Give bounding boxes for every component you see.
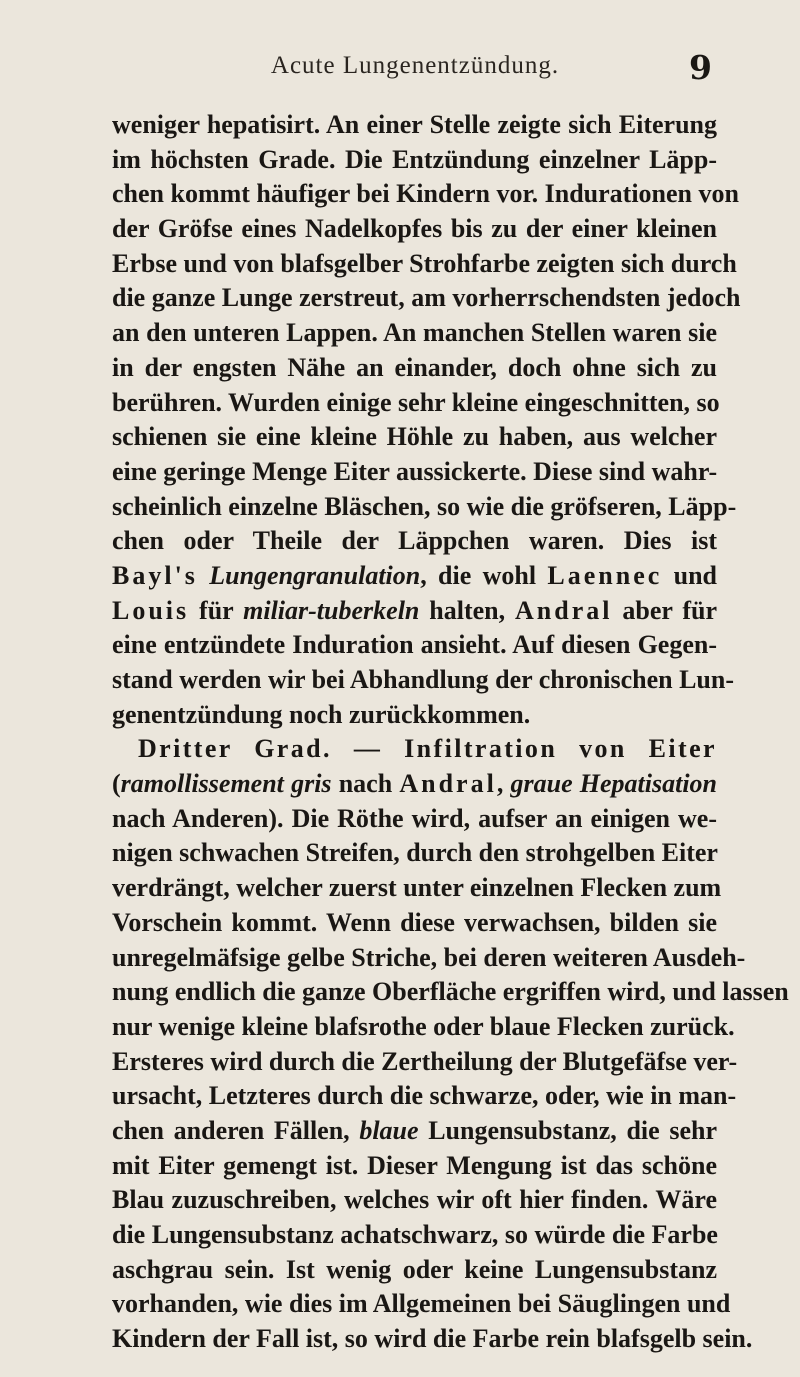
running-head xyxy=(110,48,720,92)
text-line xyxy=(112,455,717,490)
spaced-name: Andral xyxy=(515,595,613,625)
text-line xyxy=(112,1010,735,1045)
text-line xyxy=(112,767,717,802)
italic-term: Lungengranulation xyxy=(209,560,421,590)
text-line xyxy=(112,177,739,212)
text-line xyxy=(112,247,737,282)
text-run: nur wenige kleine blafsrothe oder blaue Flecken zurück. xyxy=(112,1011,735,1041)
text-run: im höchsten Grade. Die Entzündung einzelner Läpp- xyxy=(112,144,717,174)
text-line xyxy=(112,143,717,178)
text-run: für xyxy=(189,595,244,625)
text-line xyxy=(112,108,717,143)
text-line xyxy=(112,1287,731,1322)
text-line xyxy=(112,1079,737,1114)
text-run: nung endlich die ganze Oberfläche ergriffen wird, und lassen xyxy=(112,977,789,1007)
text-run: Lungensubstanz, die sehr xyxy=(418,1115,717,1145)
page-number: 9 xyxy=(689,48,712,87)
text-line xyxy=(112,836,717,871)
text-run: und xyxy=(662,560,718,590)
italic-term: graue Hepatisation xyxy=(510,769,718,799)
text-run: an den unteren Lappen. An manchen Stellen waren sie xyxy=(112,318,717,348)
text-run: eine entzündete Induration ansieht. Auf diesen Gegen- xyxy=(112,630,717,660)
running-title: Acute Lungenentzündung. xyxy=(270,52,560,79)
text-run: der Gröfse eines Nadelkopfes bis zu der einer kleinen xyxy=(112,214,717,244)
text-line xyxy=(112,1183,717,1218)
text-run xyxy=(198,561,209,590)
text-line xyxy=(112,628,717,663)
text-run: unregelmäfsige gelbe Striche, bei deren weiteren Ausdeh- xyxy=(112,942,746,972)
text-run: in der engsten Nähe an einander, doch ohne sich zu xyxy=(112,352,717,382)
text-line xyxy=(112,802,717,837)
text-line xyxy=(112,698,717,733)
text-run: stand werden wir bei Abhandlung der chronischen Lun- xyxy=(112,665,734,694)
text-run: Ersteres wird durch die Zertheilung der Blutgefäfse ver- xyxy=(112,1046,738,1076)
text-run: die Lungensubstanz achatschwarz, so würde die Farbe xyxy=(112,1220,718,1249)
text-line xyxy=(112,941,746,976)
text-run: die ganze Lunge zerstreut, am vorherrschendsten jedoch xyxy=(112,283,741,313)
text-line xyxy=(112,663,734,698)
text-line xyxy=(112,559,717,594)
text-line xyxy=(112,594,717,629)
spaced-name: Laennec xyxy=(547,560,663,590)
text-run: nigen schwachen Streifen, durch den strohgelben Eiter xyxy=(112,838,718,868)
text-run: vorhanden, wie dies im Allgemeinen bei Säuglingen und xyxy=(112,1289,731,1319)
text-line xyxy=(112,351,717,386)
text-run: ( xyxy=(112,769,121,799)
text-line xyxy=(112,906,717,941)
text-line xyxy=(112,524,717,559)
text-run: scheinlich einzelne Bläschen, so wie die gröfseren, Läpp- xyxy=(112,491,737,521)
text-run: Blau zuzuschreiben, welches wir oft hier finden. Wäre xyxy=(112,1185,717,1215)
text-run: aschgrau sein. Ist wenig oder keine Lungensubstanz xyxy=(112,1254,717,1284)
text-run: schienen sie eine kleine Höhle zu haben, aus welcher xyxy=(112,422,717,452)
text-line xyxy=(112,975,789,1010)
italic-term: miliar-tuberkeln xyxy=(243,595,420,625)
text-line xyxy=(112,1253,717,1288)
text-line xyxy=(112,490,737,525)
text-run: chen anderen Fällen, xyxy=(112,1115,360,1145)
italic-term: blaue xyxy=(359,1115,419,1145)
text-run: berühren. Wurden einige sehr kleine eingeschnitten, so xyxy=(112,387,720,417)
spaced-name: Bayl's xyxy=(112,560,198,590)
text-run: Kindern der Fall ist, so wird die Farbe rein blafsgelb sein. xyxy=(112,1324,753,1354)
text-line xyxy=(112,281,741,316)
text-run: halten, xyxy=(419,595,516,625)
text-run: , die wohl xyxy=(420,560,548,590)
text-run: Erbse und von blafsgelber Strohfarbe zeigten sich durch xyxy=(112,248,737,278)
spaced-name: Louis xyxy=(112,595,190,625)
text-line xyxy=(112,1218,717,1253)
text-line xyxy=(112,420,717,455)
spaced-name: Andral xyxy=(399,769,497,799)
text-line xyxy=(112,1114,717,1149)
text-line xyxy=(112,212,717,247)
text-run: chen kommt häufiger bei Kindern vor. Indurationen von xyxy=(112,179,739,209)
text-line xyxy=(112,386,720,421)
text-run: nach xyxy=(331,769,400,799)
body-text xyxy=(112,108,789,1357)
text-line xyxy=(112,871,722,906)
text-run: Dritter Grad. — Infiltration von Eiter xyxy=(138,734,717,764)
text-run: verdrängt, welcher zuerst unter einzelnen Flecken zum xyxy=(112,873,722,903)
italic-term: ramollissement gris xyxy=(120,769,332,799)
text-line xyxy=(112,316,717,351)
text-line xyxy=(112,732,717,767)
text-line xyxy=(112,1322,753,1357)
text-run: genentzündung noch zurückkommen. xyxy=(112,699,531,729)
text-run: , xyxy=(496,769,511,799)
text-run: aber für xyxy=(612,595,717,625)
text-run: mit Eiter gemengt ist. Dieser Mengung ist das schöne xyxy=(112,1150,717,1180)
text-run: nach Anderen). Die Röthe wird, aufser an einigen we- xyxy=(112,803,717,833)
text-line xyxy=(112,1045,738,1080)
text-line xyxy=(112,1149,717,1184)
text-run: ursacht, Letzteres durch die schwarze, oder, wie in man- xyxy=(112,1081,737,1111)
text-run: chen oder Theile der Läppchen waren. Dies ist xyxy=(112,526,717,556)
text-run: weniger hepatisirt. An einer Stelle zeigte sich Eiterung xyxy=(112,110,717,139)
text-run: Vorschein kommt. Wenn diese verwachsen, bilden sie xyxy=(112,907,717,937)
text-run: eine geringe Menge Eiter aussickerte. Diese sind wahr- xyxy=(112,456,718,486)
